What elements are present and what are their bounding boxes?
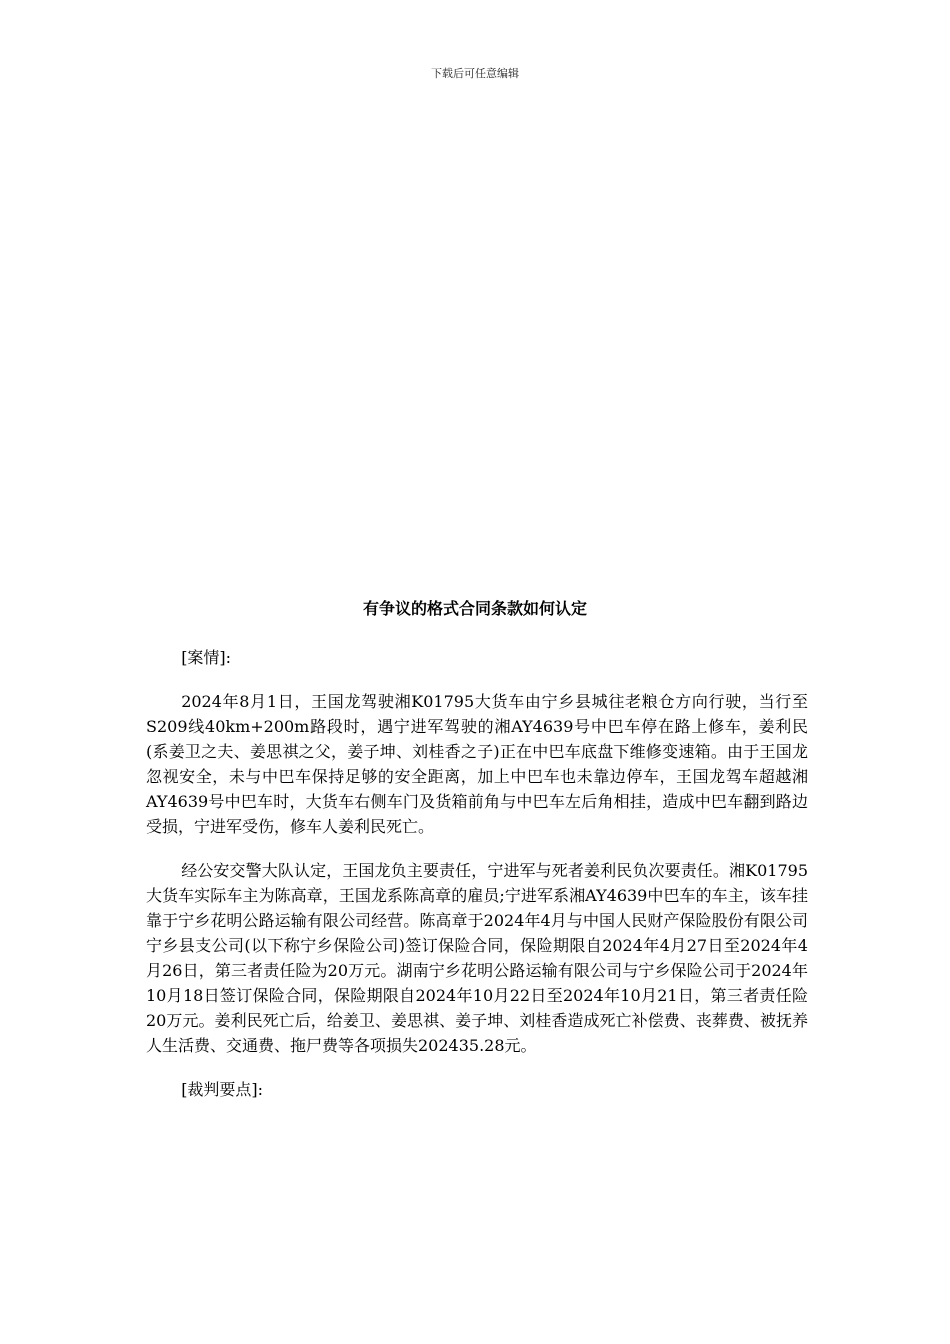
header-note: 下载后可任意编辑 [431,67,519,80]
document-body [146,645,808,1121]
section-heading-ruling: [裁判要点]: [181,1080,264,1099]
paragraph-liability: 经公安交警大队认定，王国龙负主要责任，宁进军与死者姜利民负次要责任。湘K01795大货车实际车主为陈高章，王国龙系陈高章的雇员;宁进军系湘AY4639中巴车的车主，该车挂靠于宁乡花明公路运输有限公司经营。陈高章于2024年4月与中国人民财产保险股份有限公司宁乡县支公司(以下称宁乡保险公司)签订保险合同，保险期限自2024年4月27日至2024年4月26日，第三者责任险为20万元。湖南宁乡花明公路运输有限公司与宁乡保险公司于2024年10月18日签订保险合同，保险期限自2024年10月22日至2024年10月21日，第三者责任险20万元。姜利民死亡后，给姜卫、姜思祺、姜子坤、刘桂香造成死亡补偿费、丧葬费、被抚养人生活费、交通费、拖尸费等各项损失202435.28元。 [146,861,808,1055]
paragraph-accident: 2024年8月1日，王国龙驾驶湘K01795大货车由宁乡县城往老粮仓方向行驶，当行至S209线40km+200m路段时，遇宁进军驾驶的湘AY4639号中巴车停在路上修车，姜利民(系姜卫之夫、姜思祺之父，姜子坤、刘桂香之子)正在中巴车底盘下维修变速箱。由于王国龙忽视安全，未与中巴车保持足够的安全距离，加上中巴车也未靠边停车，王国龙驾车超越湘AY4639号中巴车时，大货车右侧车门及货箱前角与中巴车左后角相挂，造成中巴车翻到路边受损，宁进军受伤，修车人姜利民死亡。 [146,692,808,836]
section-heading-case: [案情]: [181,648,232,667]
document-title: 有争议的格式合同条款如何认定 [362,599,587,618]
